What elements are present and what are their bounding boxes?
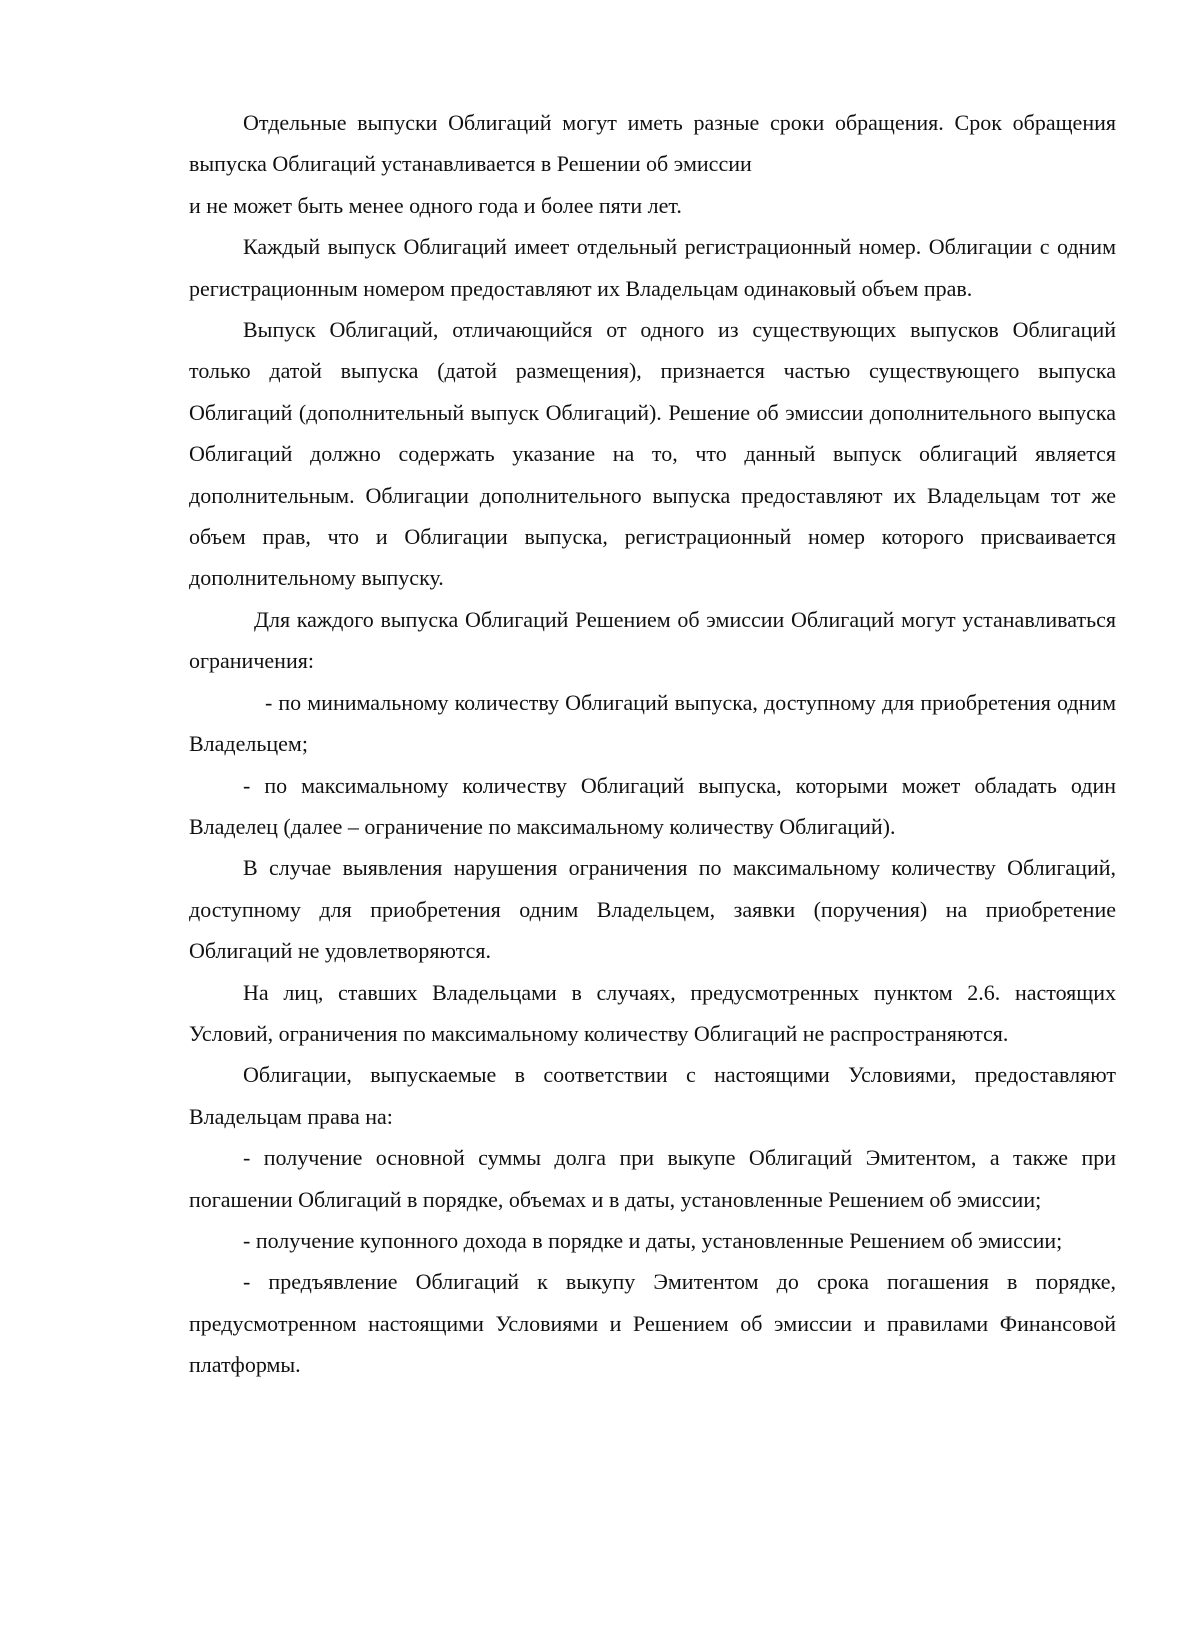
list-item-text: - предъявление Облигаций к выкупу Эмитентом до срока погашения в порядке, предусмотренном настоящими Условиями и Решением об эмиссии и правилами Финансовой платформы.: [189, 1269, 1116, 1378]
paragraph-additional-issue: [189, 309, 1116, 599]
list-item-restriction-min: [189, 682, 1116, 765]
paragraph-text: Каждый выпуск Облигаций имеет отдельный регистрационный номер. Облигации с одним регистрационным номером предоставляют их Владельцам одинаковый объем прав.: [189, 234, 1116, 301]
paragraph-text: В случае выявления нарушения ограничения по максимальному количеству Облигаций, доступному для приобретения одним Владельцем, заявки (поручения) на приобретение Облигаций не удовлетворяются.: [189, 855, 1116, 964]
paragraph-text: Отдельные выпуски Облигаций могут иметь разные сроки обращения. Срок обращения выпуска Облигаций устанавливается в Решении об эмиссии: [189, 110, 1116, 177]
list-item-right-coupon: [189, 1220, 1116, 1261]
list-item-text: - получение купонного дохода в порядке и даты, установленные Решением об эмиссии;: [243, 1227, 1063, 1253]
list-item-text: - по максимальному количеству Облигаций выпуска, которыми может обладать один Владелец (далее – ограничение по максимальному количеству Облигаций).: [189, 772, 1116, 839]
paragraph-exemption: [189, 972, 1116, 1055]
paragraph-text: Выпуск Облигаций, отличающийся от одного из существующих выпусков Облигаций только датой выпуска (датой размещения), признается частью существующего выпуска Облигаций (дополнительный выпуск Облигаций). Решение об эмиссии дополнительного выпуска Облигаций должно содержать указание на то, что данный выпуск облигаций является дополнительным. Облигации дополнительного выпуска предоставляют их Владельцам тот же объем прав, что и Облигации выпуска, регистрационный номер которого присваивается дополнительному выпуску.: [189, 317, 1116, 591]
paragraph-rights-intro: [189, 1054, 1116, 1137]
paragraph-terms-separate-issues: [189, 102, 1116, 226]
paragraph-text: Для каждого выпуска Облигаций Решением об эмиссии Облигаций могут устанавливаться ограничения:: [189, 606, 1116, 674]
paragraph-violation: [189, 847, 1116, 971]
list-item-text: - по минимальному количеству Облигаций выпуска, доступному для приобретения одним Владельцем;: [189, 689, 1116, 757]
paragraph-text: На лиц, ставших Владельцами в случаях, предусмотренных пунктом 2.6. настоящих Условий, ограничения по максимальному количеству Облигаций не распространяются.: [189, 979, 1116, 1046]
document-body: [189, 102, 1116, 1386]
list-item-right-principal: [189, 1137, 1116, 1220]
paragraph-text-continued: и не может быть менее одного года и более пяти лет.: [189, 192, 682, 218]
list-item-restriction-max: [189, 765, 1116, 848]
paragraph-text: Облигации, выпускаемые в соответствии с настоящими Условиями, предоставляют Владельцам права на:: [189, 1062, 1116, 1129]
paragraph-restrictions-intro: [189, 599, 1116, 682]
list-item-text: - получение основной суммы долга при выкупе Облигаций Эмитентом, а также при погашении Облигаций в порядке, объемах и в даты, установленные Решением об эмиссии;: [189, 1145, 1116, 1212]
list-item-right-buyback: [189, 1261, 1116, 1385]
paragraph-registration-number: [189, 226, 1116, 309]
